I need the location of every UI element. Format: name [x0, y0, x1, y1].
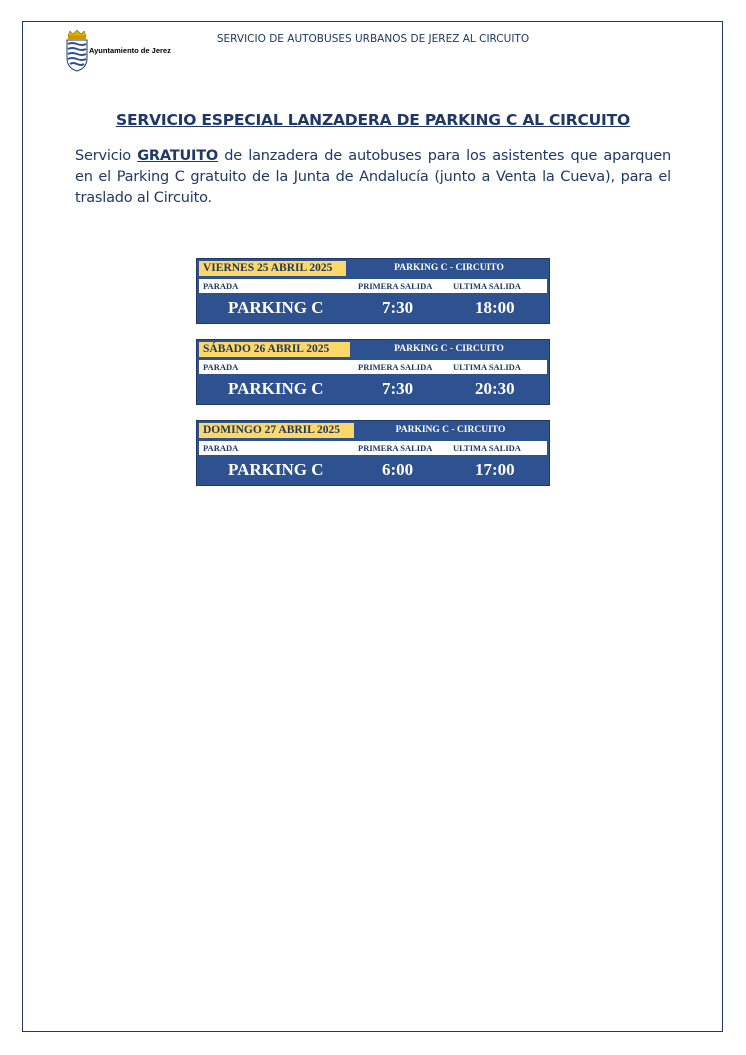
- col-primera-salida: PRIMERA SALIDA: [358, 443, 433, 453]
- schedule-table-sunday: [196, 420, 550, 486]
- schedule-day: VIERNES 25 ABRIL 2025: [199, 261, 346, 276]
- col-ultima-salida: ULTIMA SALIDA: [453, 281, 521, 291]
- stop-name: PARKING C: [228, 379, 324, 398]
- stop-name: PARKING C: [228, 298, 324, 317]
- schedule-route: PARKING C - CIRCUITO: [394, 344, 504, 354]
- schedule-table-saturday: [196, 339, 550, 405]
- col-ultima-salida: ULTIMA SALIDA: [453, 443, 521, 453]
- col-ultima-salida: ULTIMA SALIDA: [453, 362, 521, 372]
- col-primera-salida: PRIMERA SALIDA: [358, 281, 433, 291]
- col-parada: PARADA: [203, 281, 239, 291]
- schedule-day: DOMINGO 27 ABRIL 2025: [199, 423, 354, 438]
- intro-strong-word: GRATUITO: [137, 148, 219, 164]
- schedule-header-row: [199, 441, 547, 455]
- intro-text-before: Servicio: [75, 148, 138, 164]
- schedule-route: PARKING C - CIRCUITO: [395, 425, 506, 435]
- schedule-header-row: [199, 360, 547, 374]
- schedule-table-friday: [196, 258, 550, 324]
- col-parada: PARADA: [203, 443, 239, 453]
- intro-text-after: de lanzadera de autobuses para los asistentes que aparquen en el Parking C gratuito de la Junta de Andalucía (junto a Venta la Cueva), para el traslado al Circuito.: [75, 148, 671, 206]
- last-departure: 17:00: [475, 460, 515, 479]
- first-departure: 7:30: [382, 379, 414, 398]
- schedule-day: SÁBADO 26 ABRIL 2025: [199, 342, 350, 357]
- page-title: SERVICIO ESPECIAL LANZADERA DE PARKING C AL CIRCUITO: [116, 111, 630, 129]
- schedule-route: PARKING C - CIRCUITO: [394, 263, 504, 273]
- col-parada: PARADA: [203, 362, 239, 372]
- first-departure: 6:00: [382, 460, 414, 479]
- last-departure: 18:00: [475, 298, 515, 317]
- schedule-header-row: [199, 279, 547, 293]
- intro-paragraph: [75, 146, 671, 209]
- last-departure: 20:30: [475, 379, 515, 398]
- stop-name: PARKING C: [228, 460, 324, 479]
- first-departure: 7:30: [382, 298, 414, 317]
- logo-text: Ayuntamiento de Jerez: [89, 46, 171, 55]
- header-title: SERVICIO DE AUTOBUSES URBANOS DE JEREZ AL CIRCUITO: [216, 33, 530, 45]
- col-primera-salida: PRIMERA SALIDA: [358, 362, 433, 372]
